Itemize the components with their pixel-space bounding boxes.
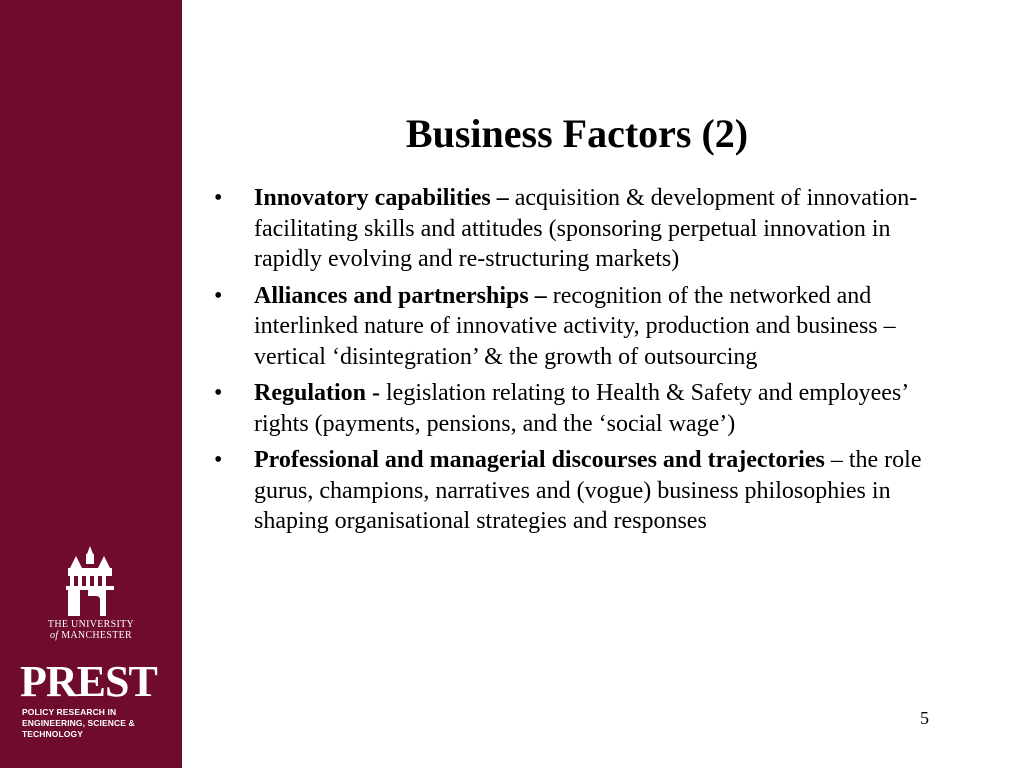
bullet-term: Professional and managerial discourses and trajectories [254,447,825,473]
prest-subtitle-line2: ENGINEERING, SCIENCE & TECHNOLOGY [22,718,135,739]
bullet-list [214,183,944,543]
prest-logo-text: PREST [20,657,157,706]
bullet-item [214,281,944,373]
university-of-text: of [50,630,59,641]
slide-title: Business Factors (2) [405,111,749,156]
bullet-item [214,378,944,439]
prest-subtitle [22,707,182,740]
bullet-icon: • [214,447,223,473]
university-name-text: MANCHESTER [61,630,132,641]
bullet-term: Innovatory capabilities – [254,185,515,211]
bullet-text: recognition of the networked and interlinked nature of innovative activity, production and business – vertical ‘disintegration’ & the growth of outsourcing [254,282,896,370]
page-number: 5 [920,708,929,728]
university-crest-icon [62,546,118,616]
sidebar [0,0,182,768]
bullet-item [214,183,944,275]
bullet-item [214,445,944,537]
bullet-icon: • [214,282,223,309]
bullet-term: Alliances and partnerships – [254,282,553,309]
university-name-line1: THE UNIVERSITY [47,619,135,630]
bullet-text: acquisition & development of innovation-facilitating skills and attitudes (sponsoring perpetual innovation in rapidly evolving and re-structuring markets) [254,185,918,272]
bullet-text: legislation relating to Health & Safety and employees’ rights (payments, pensions, and the ‘social wage’) [254,380,908,437]
bullet-icon: • [214,380,223,406]
bullet-text: – the role gurus, champions, narratives and (vogue) business philosophies in shaping organisational strategies and responses [254,447,922,534]
prest-subtitle-line1: POLICY RESEARCH IN [22,707,117,717]
university-name-line2 [0,630,182,641]
bullet-icon: • [214,185,223,211]
bullet-term: Regulation - [254,380,387,406]
